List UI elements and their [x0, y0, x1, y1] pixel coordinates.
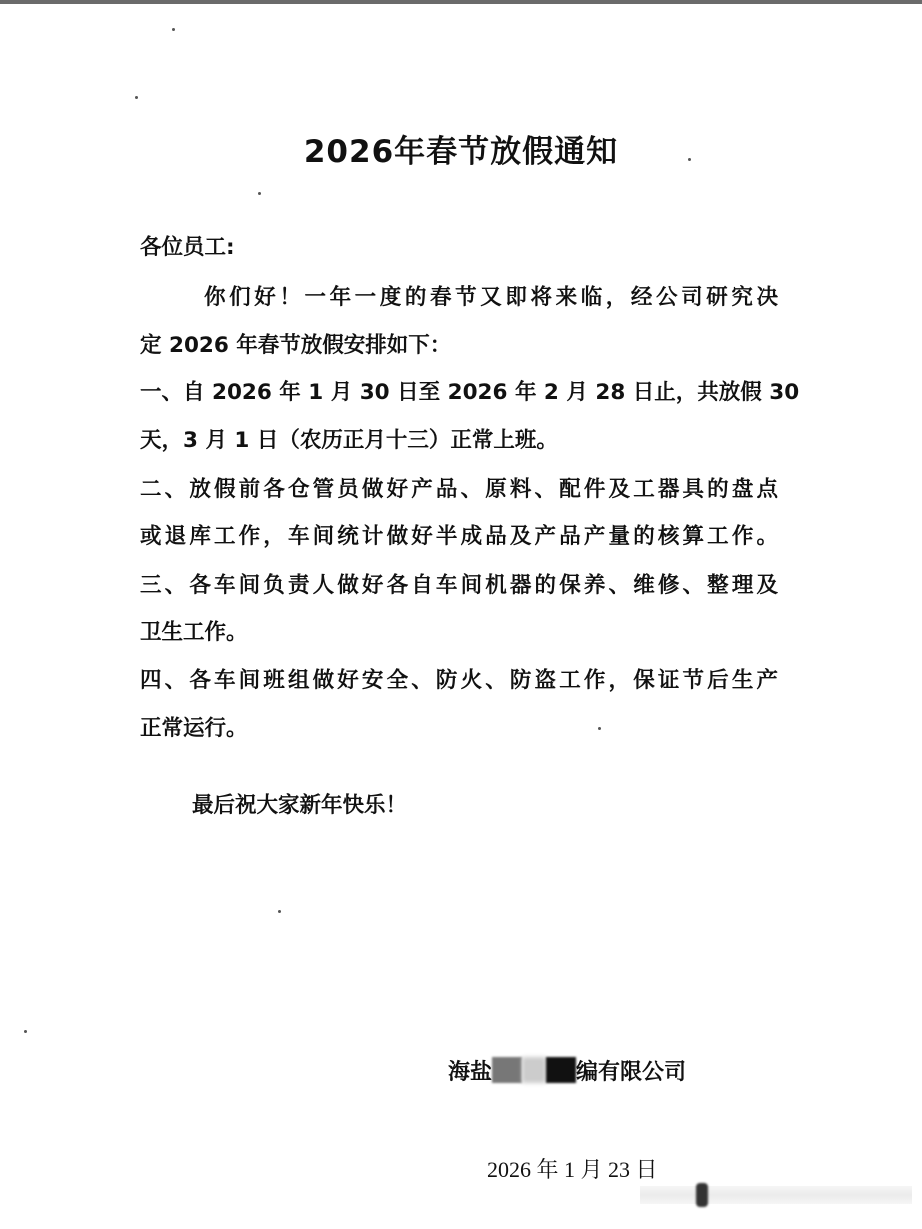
scrollbar-thumb[interactable] — [696, 1183, 708, 1207]
body-line: 或退库工作，车间统计做好半成品及产品产量的核算工作。 — [140, 524, 778, 549]
horizontal-scrollbar[interactable] — [640, 1186, 912, 1204]
scan-speck — [24, 1030, 27, 1033]
company-suffix: 编有限公司 — [576, 1060, 687, 1085]
company-prefix: 海盐 — [448, 1060, 493, 1085]
company-signature — [448, 1055, 686, 1086]
scan-speck — [278, 910, 281, 913]
body-line: 正常运行。 — [140, 716, 248, 741]
scan-speck — [258, 192, 261, 195]
body-line: 定 2026 年春节放假安排如下： — [140, 333, 452, 358]
body-line: 三、各车间负责人做好各自车间机器的保养、维修、整理及 — [140, 573, 778, 598]
redaction-block — [492, 1057, 522, 1083]
scan-speck — [172, 28, 175, 31]
notice-title: 2026年春节放假通知 — [303, 134, 619, 170]
scan-speck — [688, 158, 691, 161]
body-line: 天，3 月 1 日（农历正月十三）正常上班。 — [140, 428, 558, 453]
redaction-block — [522, 1057, 546, 1083]
notice-date: 2026 年 1 月 23 日 — [487, 1157, 658, 1182]
body-line: 二、放假前各仓管员做好产品、原料、配件及工器具的盘点 — [140, 477, 778, 502]
closing-line: 最后祝大家新年快乐！ — [192, 793, 408, 818]
body-line: 四、各车间班组做好安全、防火、防盗工作，保证节后生产 — [140, 668, 778, 693]
body-line: 你们好！一年一度的春节又即将来临，经公司研究决 — [204, 285, 778, 310]
greeting: 各位员工: — [140, 235, 235, 260]
body-line: 卫生工作。 — [140, 620, 248, 645]
scan-speck — [135, 96, 138, 99]
redaction-block — [546, 1057, 576, 1083]
top-border — [0, 0, 922, 4]
scan-speck — [598, 727, 601, 730]
body-line: 一、自 2026 年 1 月 30 日至 2026 年 2 月 28 日止，共放假 30 — [140, 380, 800, 405]
